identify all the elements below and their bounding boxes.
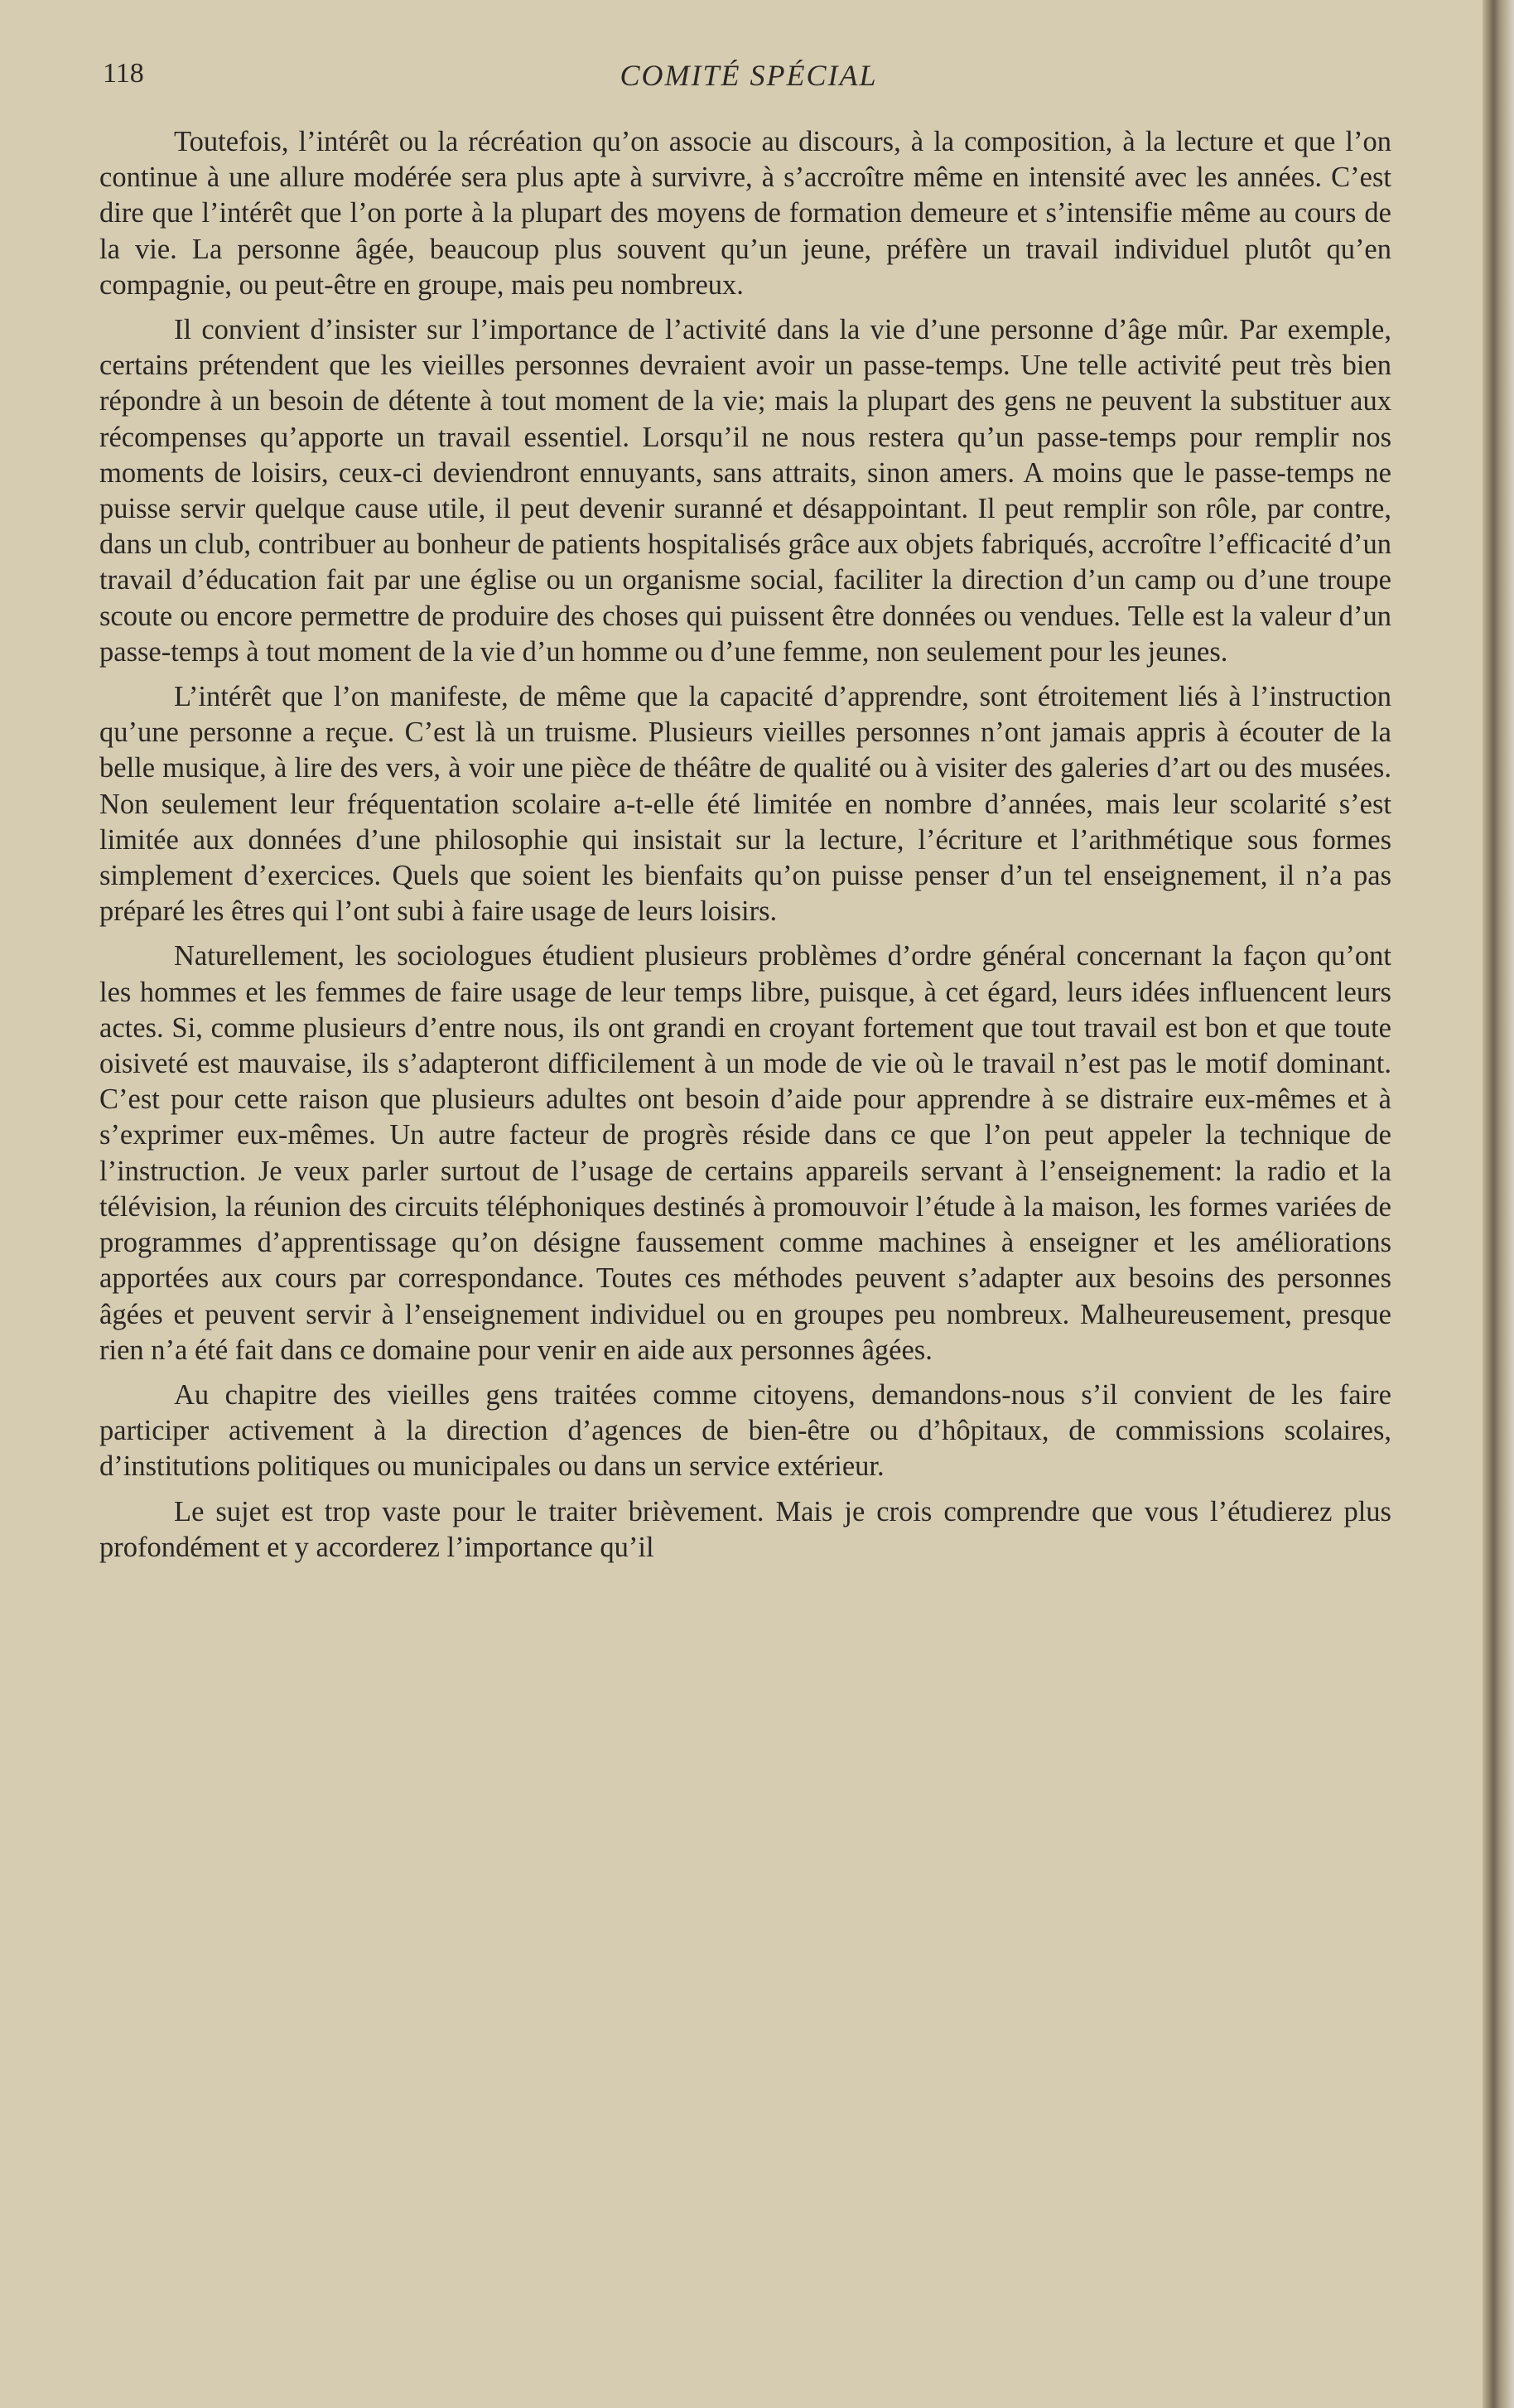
page-header <box>103 56 1395 106</box>
paragraph: L’intérêt que l’on manifeste, de même que la capacité d’apprendre, sont étroitement liés à l’instruction qu’une personne a reçue. C’est là un truisme. Plusieurs vieilles personnes n’ont jamais appris à écouter de la belle musique, à lire des vers, à voir une pièce de théâtre de qualité ou à visiter des galeries d’art ou des musées. Non seulement leur fréquentation scolaire a-t-elle été limitée en nombre d’années, mais leur scolarité s’est limitée aux données d’une philosophie qui insistait sur la lecture, l’écriture et l’arithmétique sous formes simplement d’exercices. Quels que soient les bienfaits qu’on puisse penser d’un tel enseignement, il n’a pas préparé les êtres qui l’ont subi à faire usage de leurs loisirs. <box>99 681 1391 928</box>
paragraph: Le sujet est trop vaste pour le traiter brièvement. Mais je crois comprendre que vous l’étudierez plus profondément et y accorderez l’importance qu’il <box>99 1495 1391 1563</box>
page-number: 118 <box>103 58 144 89</box>
running-title: COMITÉ SPÉCIAL <box>620 59 878 92</box>
page-edge-shadow <box>1483 0 1514 2408</box>
paragraph: Toutefois, l’intérêt ou la récréation qu’on associe au discours, à la composition, à la lecture et que l’on continue à une allure modérée sera plus apte à survivre, à s’accroître même en intensité avec les années. C’est dire que l’intérêt que l’on porte à la plupart des moyens de formation demeure et s’intensifie même au cours de la vie. La personne âgée, beaucoup plus souvent qu’un jeune, préfère un travail individuel plutôt qu’en compagnie, ou peut-être en groupe, mais peu nombreux. <box>99 126 1391 301</box>
paragraph: Il convient d’insister sur l’importance de l’activité dans la vie d’une personne d’âge mûr. Par exemple, certains prétendent que les vieilles personnes devraient avoir un passe-temps. Une telle activité peut très bien répondre à un besoin de détente à tout moment de la vie; mais la plupart des gens ne peuvent la substituer aux récompenses qu’apporte un travail essentiel. Lorsqu’il ne nous restera qu’un passe-temps pour remplir nos moments de loisirs, ceux-ci deviendront ennuyants, sans attraits, sinon amers. A moins que le passe-temps ne puisse servir quelque cause utile, il peut devenir suranné et désappointant. Il peut remplir son rôle, par contre, dans un club, contribuer au bonheur de patients hospitalisés grâce aux objets fabriqués, accroître l’efficacité d’un travail d’éducation fait par une église ou un organisme social, faciliter la direction d’un camp ou d’une troupe scoute ou encore permettre de produire des choses qui puissent être données ou vendues. Telle est la valeur d’un passe-temps à tout moment de la vie d’un homme ou d’une femme, non seulement pour les jeunes. <box>99 314 1391 668</box>
paragraph: Naturellement, les sociologues étudient plusieurs problèmes d’ordre général concernant la façon qu’ont les hommes et les femmes de faire usage de leur temps libre, puisque, à cet égard, leurs idées influencent leurs actes. Si, comme plusieurs d’entre nous, ils ont grandi en croyant fortement que tout travail est bon et que toute oisiveté est mauvaise, ils s’adapteront difficilement à un mode de vie où le travail n’est pas le motif dominant. C’est pour cette raison que plusieurs adultes ont besoin d’aide pour apprendre à se distraire eux-mêmes et à s’exprimer eux-mêmes. Un autre facteur de progrès réside dans ce que l’on peut appeler la technique de l’instruction. Je veux parler surtout de l’usage de certains appareils servant à l’enseignement: la radio et la télévision, la réunion des circuits téléphoniques destinés à promouvoir l’étude à la maison, les formes variées de programmes d’apprentissage qu’on désigne faussement comme machines à enseigner et les améliorations apportées aux cours par correspondance. Toutes ces méthodes peuvent s’adapter aux besoins des personnes âgées et peuvent servir à l’enseignement individuel ou en groupes peu nombreux. Malheureusement, presque rien n’a été fait dans ce domaine pour venir en aide aux personnes âgées. <box>99 940 1391 1366</box>
paragraph: Au chapitre des vieilles gens traitées comme citoyens, demandons-nous s’il convient de les faire participer activement à la direction d’agences de bien-être ou d’hôpitaux, de commissions scolaires, d’institutions politiques ou municipales ou dans un service extérieur. <box>99 1378 1391 1483</box>
body-text <box>99 124 1391 1575</box>
